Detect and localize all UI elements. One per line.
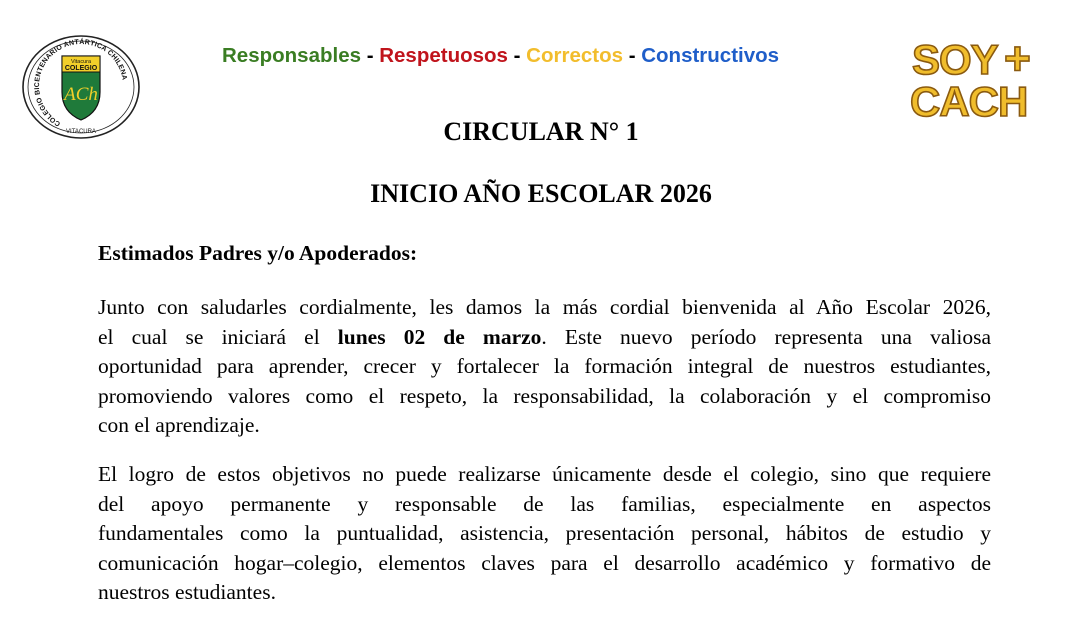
seal-monogram: ACh [64, 84, 98, 105]
soy-mas-cach-logo [908, 36, 1058, 124]
salutation: Estimados Padres y/o Apoderados: [98, 241, 418, 265]
paragraph-line [98, 323, 991, 353]
paragraph-1 [98, 293, 991, 441]
brand-plus: + [1004, 36, 1031, 84]
brand-line1: SOY [912, 36, 998, 83]
paragraph-line: El logro de estos objetivos no puede realizarse únicamente desde el colegio, sino que requiere [98, 462, 991, 486]
brand-line2: CACH [910, 78, 1028, 124]
seal-top-text: Vitacura [70, 59, 92, 65]
brand-graphic [908, 36, 1058, 124]
paragraph-line: nuestros estudiantes. [98, 580, 276, 605]
paragraph-line: con el aprendizaje. [98, 413, 260, 438]
motto-separator: - [361, 44, 380, 67]
paragraph-line: oportunidad para aprender, crecer y fortalecer la formación integral de nuestros estudiantes, [98, 354, 991, 379]
circular-subject-title: INICIO AÑO ESCOLAR 2026 [370, 179, 712, 208]
motto-separator: - [507, 44, 527, 67]
seal-word-text: COLEGIO [64, 65, 98, 72]
circular-number-title: CIRCULAR N° 1 [443, 117, 639, 146]
paragraph-2 [98, 460, 991, 608]
line-text: el cual se iniciará el [98, 324, 338, 349]
paragraph-line: del apoyo permanente y responsable de las familias, especialmente en aspectos [98, 491, 991, 516]
paragraph-line: Junto con saludarles cordialmente, les damos la más cordial bienvenida al Año Escolar 2026, [98, 295, 991, 319]
line-text: . Este nuevo período representa una valiosa [541, 324, 991, 349]
motto-word-correctos: Correctos [526, 44, 624, 67]
start-date-highlight: lunes 02 de marzo [337, 324, 542, 349]
seal-bottom-text: VITACURA [66, 129, 96, 135]
paragraph-line: promoviendo valores como el respeto, la responsabilidad, la colaboración y el compromiso [98, 383, 991, 408]
motto-separator: - [623, 44, 642, 67]
motto-word-respetuosos: Respetuosos [379, 44, 508, 67]
school-motto [222, 44, 826, 68]
paragraph-line: fundamentales como la puntualidad, asistencia, presentación personal, hábitos de estudio y [98, 521, 991, 546]
paragraph-line: comunicación hogar–colegio, elementos claves para el desarrollo académico y formativo de [98, 550, 991, 575]
motto-word-responsables: Responsables [222, 44, 361, 67]
motto-word-constructivos: Constructivos [641, 44, 780, 67]
seal-ring-text: COLEGIO BICENTENARIO ANTÁRTICA CHILENA [33, 38, 128, 128]
